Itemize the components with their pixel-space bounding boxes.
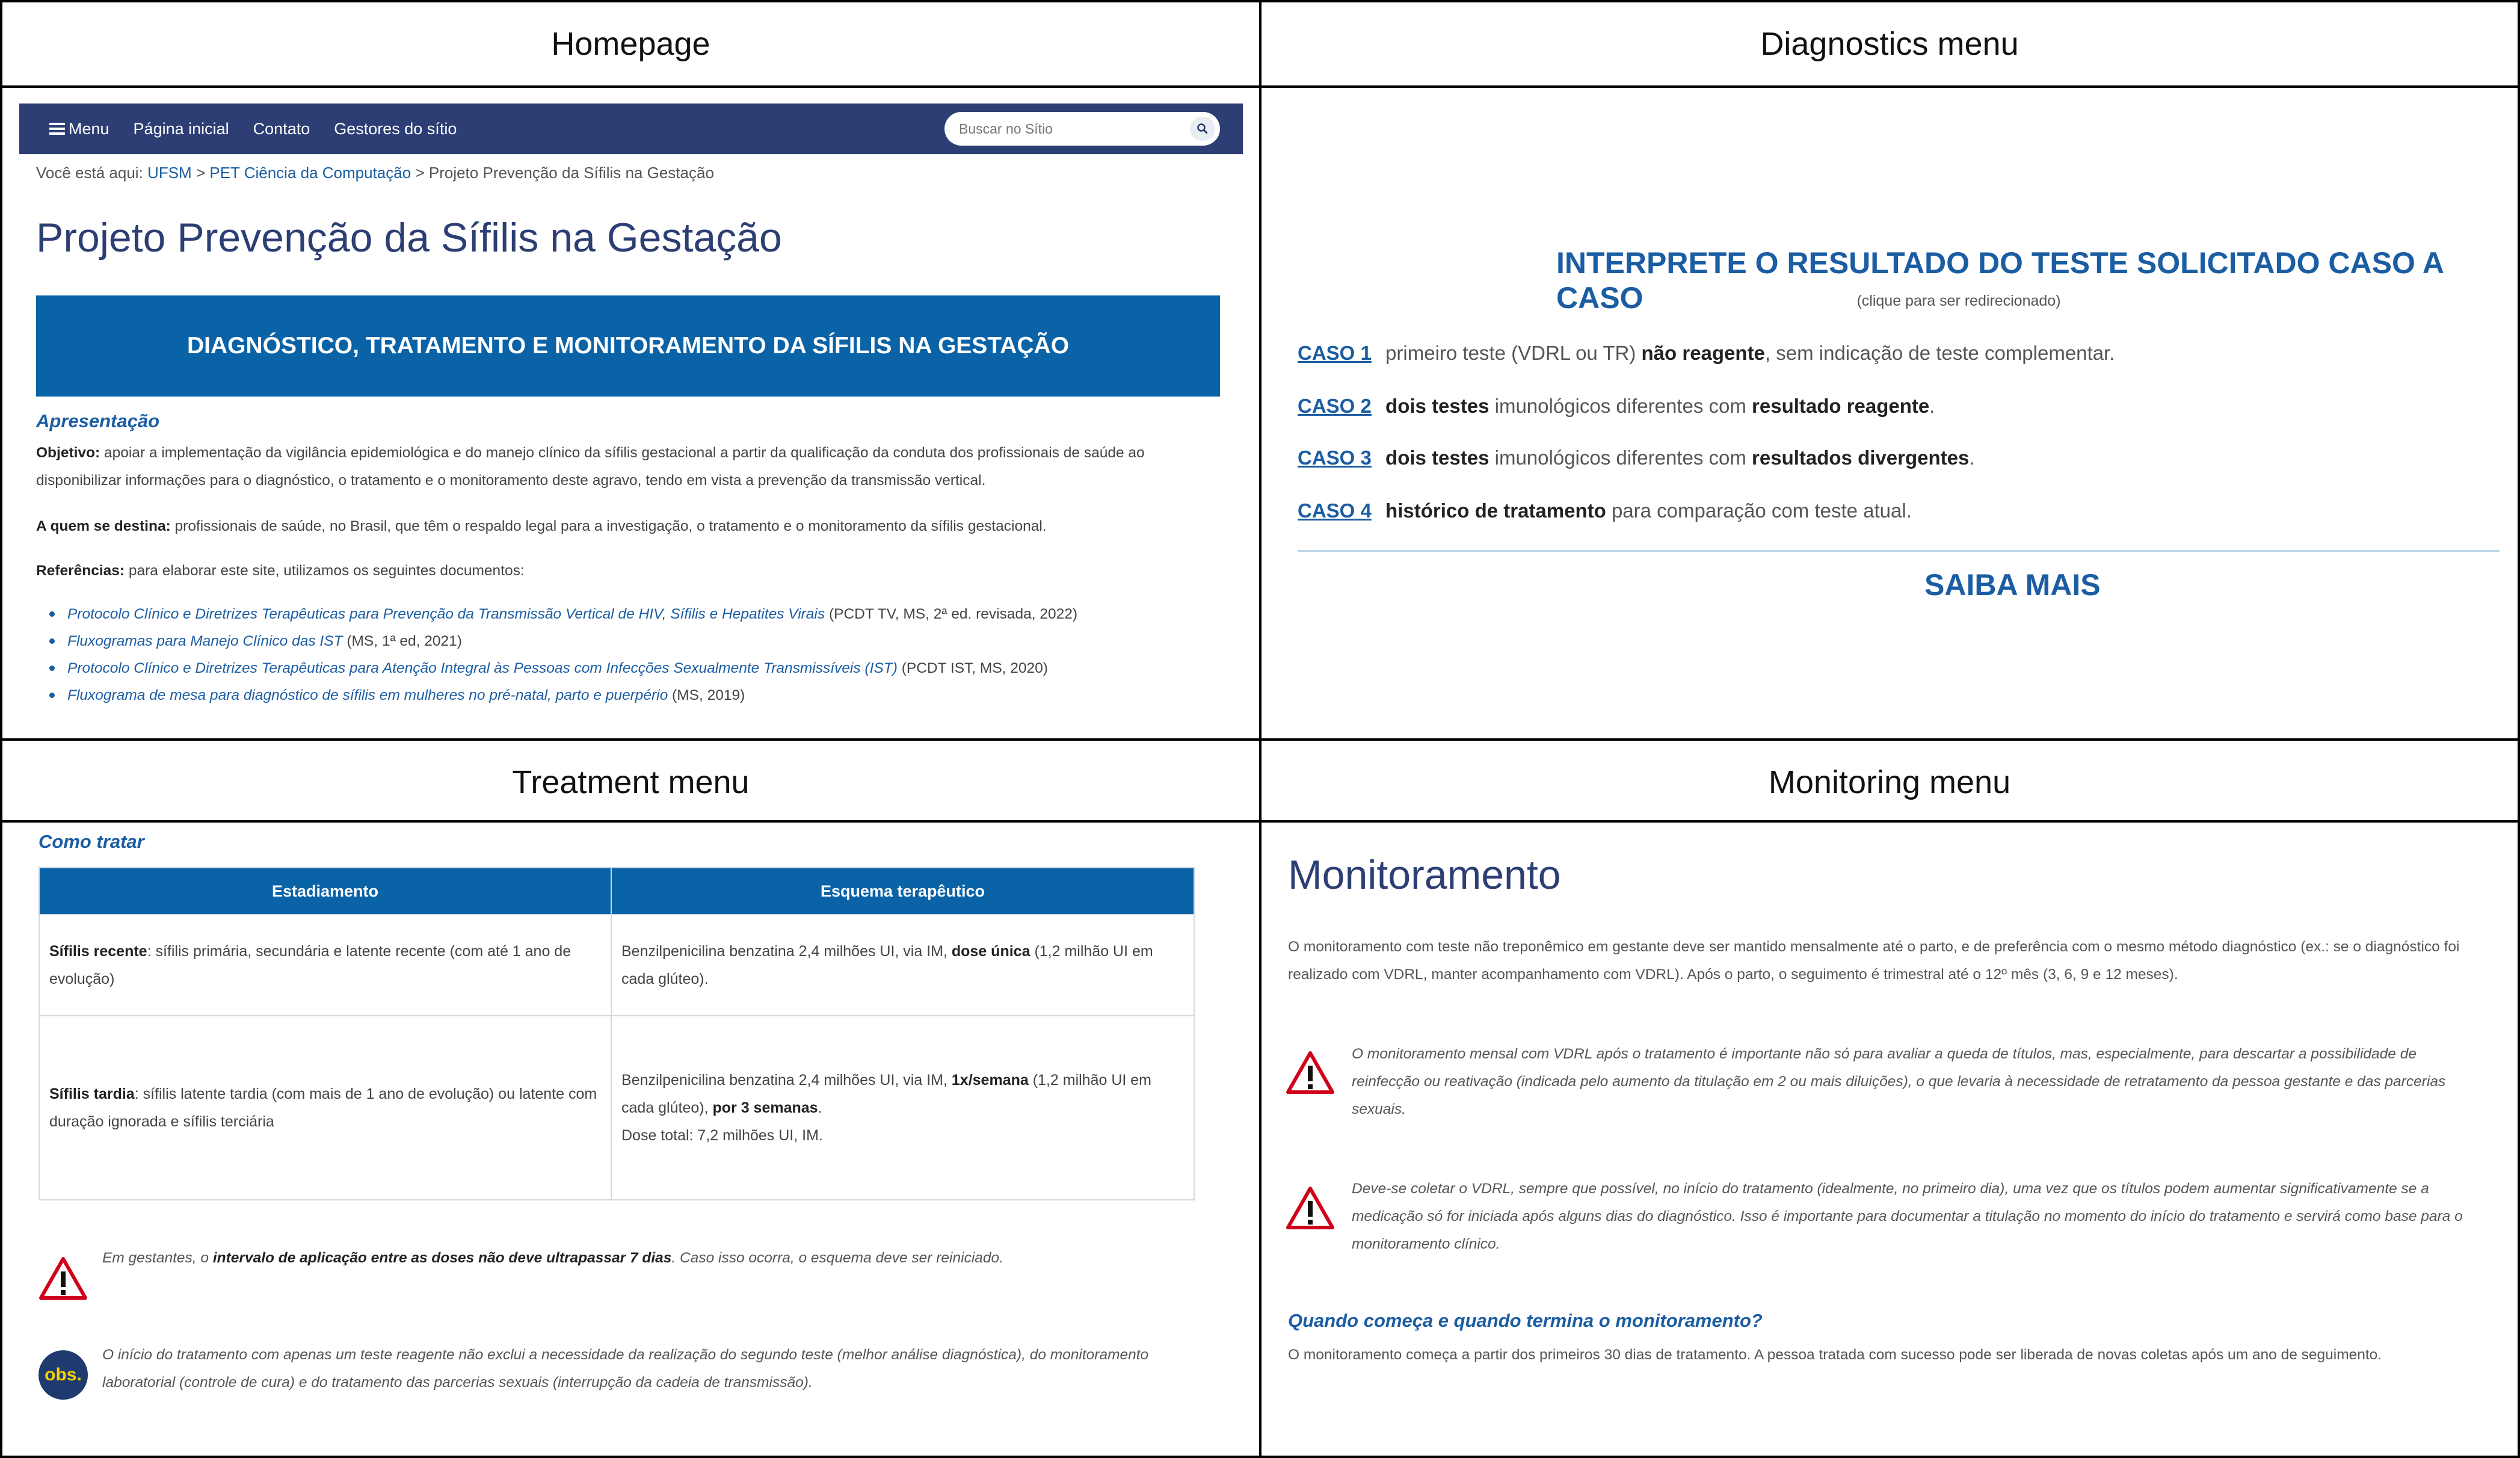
stage-name: Sífilis tardia: [49, 1086, 135, 1102]
menu-label: Menu: [69, 119, 109, 138]
diagnostics-subtitle: (clique para ser redirecionado): [1856, 292, 2061, 309]
column-header-scheme: Esquema terapêutico: [611, 868, 1194, 915]
case-link-4[interactable]: CASO 4: [1298, 499, 1372, 522]
table-cell-stage: [39, 915, 611, 1016]
case-text: para comparação com teste atual.: [1611, 499, 1912, 522]
nav-link-managers[interactable]: Gestores do sítio: [334, 119, 457, 138]
reference-item: [36, 682, 1239, 709]
warning-icon: [39, 1256, 88, 1300]
diagnostics-panel: [1262, 88, 2518, 738]
hamburger-icon: [49, 123, 65, 135]
table-row: [39, 1016, 1194, 1200]
case-link-2[interactable]: CASO 2: [1298, 395, 1372, 417]
section-heading-apresentacao: Apresentação: [36, 410, 160, 431]
reference-note: (MS, 1ª ed, 2021): [347, 633, 462, 649]
search-input[interactable]: [959, 121, 1175, 137]
scheme-text: .: [818, 1099, 822, 1116]
panel-title-homepage: Homepage: [551, 26, 710, 62]
monitoring-panel: [1262, 823, 2518, 1456]
table-cell-scheme: [611, 1016, 1194, 1200]
treatment-panel: [2, 823, 1259, 1456]
learn-more-link[interactable]: SAIBA MAIS: [1924, 568, 2101, 602]
monitoring-title: Monitoramento: [1288, 852, 1561, 898]
reference-link[interactable]: Fluxograma de mesa para diagnóstico de sífilis em mulheres no pré-natal, parto e puerpério: [67, 687, 668, 703]
case-text: imunológicos diferentes com: [1494, 446, 1746, 469]
case-text-bold: resultados divergentes: [1752, 446, 1970, 469]
breadcrumb-separator: >: [196, 164, 206, 182]
search-box: [944, 112, 1220, 146]
breadcrumb-separator: >: [415, 164, 425, 182]
reference-link[interactable]: Protocolo Clínico e Diretrizes Terapêuticas para Prevenção da Transmissão Vertical de HIV, Sífilis e Hepatites Virais: [67, 606, 825, 622]
objective-paragraph: [36, 439, 1233, 495]
case-text-bold: histórico de tratamento: [1385, 499, 1606, 522]
note-text: . Caso isso ocorra, o esquema deve ser reiniciado.: [671, 1250, 1003, 1266]
case-text: , sem indicação de teste complementar.: [1764, 342, 2115, 364]
breadcrumb: [36, 164, 714, 182]
breadcrumb-prefix: Você está aqui:: [36, 164, 143, 182]
objective-label: Objetivo:: [36, 445, 100, 461]
search-button[interactable]: [1190, 117, 1215, 141]
case-row: [1298, 499, 1912, 522]
homepage-panel: [2, 88, 1259, 738]
top-navbar: [19, 103, 1243, 154]
references-list: [36, 601, 1239, 709]
case-text: .: [1969, 446, 1975, 469]
case-text-bold: dois testes: [1385, 395, 1490, 417]
table-cell-stage: [39, 1016, 611, 1200]
reference-link[interactable]: Protocolo Clínico e Diretrizes Terapêuticas para Atenção Integral às Pessoas com Infecções Sexualmente Transmissíveis (IST): [67, 660, 898, 676]
audience-label: A quem se destina:: [36, 518, 171, 534]
section-banner[interactable]: DIAGNÓSTICO, TRATAMENTO E MONITORAMENTO DA SÍFILIS NA GESTAÇÃO: [36, 295, 1220, 397]
monitoring-warning-1: O monitoramento mensal com VDRL após o tratamento é importante não só para avaliar a queda de títulos, mas, especialmente, para descartar a possibilidade de reinfecção ou reativação (indicada pelo aumento da titulação em 2 ou mais diluições), o que levaria à necessidade de retratamento da pessoa gestante e das parcerias sexuais.: [1352, 1046, 2446, 1117]
references-label: Referências:: [36, 563, 125, 579]
total-dose: Dose total: 7,2 milhões UI, IM.: [621, 1127, 823, 1144]
reference-note: (PCDT TV, MS, 2ª ed. revisada, 2022): [828, 606, 1078, 622]
case-row: [1298, 342, 2115, 365]
section-heading-como-tratar: Como tratar: [39, 831, 144, 852]
menu-button[interactable]: [49, 120, 109, 138]
stage-description: : sífilis primária, secundária e latente recente (com até 1 ano de evolução): [49, 943, 571, 987]
reference-item: [36, 601, 1239, 628]
warning-icon: [1286, 1185, 1335, 1230]
page-title: Projeto Prevenção da Sífilis na Gestação: [36, 215, 782, 261]
case-text: primeiro teste (VDRL ou TR): [1385, 342, 1636, 364]
scheme-text: (1,2 milhão UI em cada glúteo).: [621, 943, 1153, 987]
table-row: [39, 915, 1194, 1016]
table-cell-scheme: [611, 915, 1194, 1016]
panel-title-treatment: Treatment menu: [512, 764, 750, 800]
stage-name: Sífilis recente: [49, 943, 147, 960]
objective-text: apoiar a implementação da vigilância epidemiológica e do manejo clínico da sífilis gestacional a partir da qualificação da conduta dos profissionais de saúde ao disponibilizar informações para o diagnóstico, o tratamento e o monitoramento deste agravo, tendo em vista a prevenção da transmissão vertical.: [36, 445, 1145, 489]
breadcrumb-current: Projeto Prevenção da Sífilis na Gestação: [428, 164, 714, 182]
nav-link-home[interactable]: Página inicial: [133, 119, 229, 138]
section-heading-monitoring-period: Quando começa e quando termina o monitoramento?: [1288, 1310, 1763, 1331]
reference-note: (MS, 2019): [672, 687, 745, 703]
obs-badge: obs.: [39, 1350, 88, 1400]
reference-item: [36, 628, 1239, 655]
panel-title-monitoring: Monitoring menu: [1768, 764, 2011, 800]
section-divider: [1298, 550, 2500, 552]
references-text: para elaborar este site, utilizamos os seguintes documentos:: [128, 563, 525, 579]
note-text: Em gestantes, o: [102, 1250, 209, 1266]
reference-link[interactable]: Fluxogramas para Manejo Clínico das IST: [67, 633, 343, 649]
note-text-bold: intervalo de aplicação entre as doses não deve ultrapassar 7 dias: [212, 1250, 672, 1266]
nav-link-contact[interactable]: Contato: [253, 119, 310, 138]
warning-icon: [1286, 1050, 1335, 1095]
breadcrumb-link-pet[interactable]: PET Ciência da Computação: [209, 164, 411, 182]
reference-note: (PCDT IST, MS, 2020): [901, 660, 1048, 676]
case-row: [1298, 395, 1935, 418]
table-header-row: [39, 868, 1194, 915]
treatment-table: [39, 867, 1195, 1200]
panel-title-diagnostics: Diagnostics menu: [1760, 26, 2019, 62]
scheme-text: (1,2 milhão UI em cada glúteo),: [621, 1072, 1152, 1116]
stage-description: : sífilis latente tardia (com mais de 1 ano de evolução) ou latente com duração ignorada e sífilis terciária: [49, 1086, 597, 1130]
observation-text: O início do tratamento com apenas um teste reagente não exclui a necessidade da realização do segundo teste (melhor análise diagnóstica), do monitoramento laboratorial (controle de cura) e do tratamento das parcerias sexuais (interrupção da cadeia de transmissão).: [102, 1347, 1149, 1391]
case-link-1[interactable]: CASO 1: [1298, 342, 1372, 364]
audience-paragraph: [36, 513, 1233, 540]
case-text: imunológicos diferentes com: [1494, 395, 1746, 417]
breadcrumb-link-ufsm[interactable]: UFSM: [147, 164, 192, 182]
scheme-text: Benzilpenicilina benzatina 2,4 milhões UI, via IM,: [621, 943, 947, 960]
case-text-bold: dois testes: [1385, 446, 1490, 469]
case-text-bold: não reagente: [1641, 342, 1765, 364]
audience-text: profissionais de saúde, no Brasil, que têm o respaldo legal para a investigação, o tratamento e o monitoramento da sífilis gestacional.: [174, 518, 1047, 534]
diagnostics-title: INTERPRETE O RESULTADO DO TESTE SOLICITADO CASO A CASO: [1556, 246, 2444, 315]
references-paragraph: [36, 557, 1233, 585]
scheme-text: Benzilpenicilina benzatina 2,4 milhões UI, via IM,: [621, 1072, 947, 1089]
interval-warning-text: [102, 1244, 1233, 1272]
scheme-text-bold: 1x/semana: [951, 1072, 1029, 1089]
monitoring-paragraph: O monitoramento com teste não treponêmico em gestante deve ser mantido mensalmente até o parto, e de preferência com o mesmo método diagnóstico (ex.: se o diagnóstico foi realizado com VDRL, manter acompanhamento com VDRL). Após o parto, o seguimento é trimestral até o 12º mês (3, 6, 9 e 12 meses).: [1288, 939, 2460, 983]
case-row: [1298, 446, 1974, 469]
case-link-3[interactable]: CASO 3: [1298, 446, 1372, 469]
monitoring-period-paragraph: O monitoramento começa a partir dos primeiros 30 dias de tratamento. A pessoa tratada com sucesso pode ser liberada de novas coletas após um ano de seguimento.: [1288, 1347, 2382, 1363]
reference-item: [36, 655, 1239, 682]
case-text: .: [1929, 395, 1935, 417]
column-header-staging: Estadiamento: [39, 868, 611, 915]
search-icon: [1197, 123, 1209, 135]
scheme-text-bold: por 3 semanas: [712, 1099, 818, 1116]
case-text-bold: resultado reagente: [1752, 395, 1930, 417]
monitoring-warning-2: Deve-se coletar o VDRL, sempre que possível, no início do tratamento (idealmente, no primeiro dia), uma vez que os títulos podem aumentar significativamente se a medicação só for iniciada após alguns dias do diagnóstico. Isso é importante para documentar a titulação no momento do início do tratamento e servirá como base para o monitoramento clínico.: [1352, 1181, 2463, 1252]
scheme-text-bold: dose única: [951, 943, 1030, 960]
